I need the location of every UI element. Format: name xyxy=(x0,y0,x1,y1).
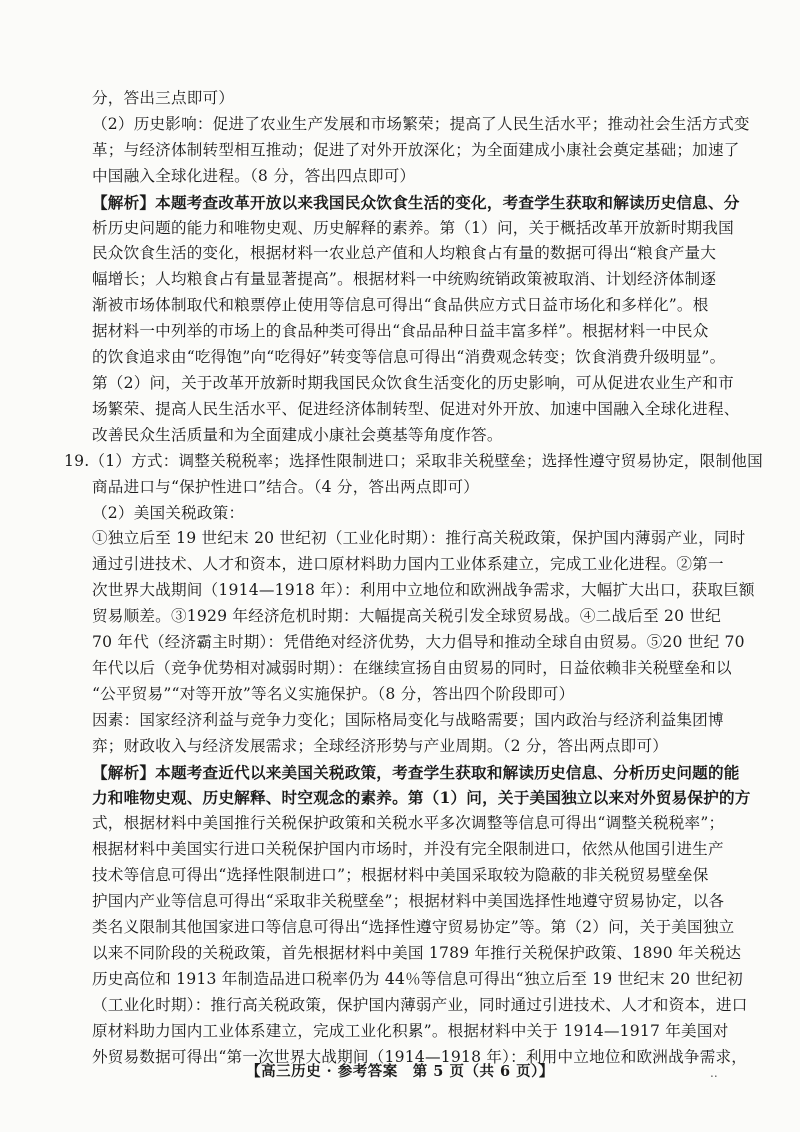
text-line: （工业化时期）：推行高关税政策，保护国内薄弱产业，同时通过引进技术、人才和资本，进口 xyxy=(92,995,748,1014)
text-line: 第（2）问，关于改革开放新时期我国民众饮食生活变化的历史影响，可从促进农业生产和市 xyxy=(92,373,734,392)
text-line: 原材料助力国内工业体系建立，完成工业化积累”。根据材料中关于 1914—1917 年美国对 xyxy=(92,1021,729,1040)
text-line: 技术等信息可得出“选择性限制进口”；根据材料中美国采取较为隐蔽的非关税贸易壁垒保 xyxy=(92,866,709,885)
text-line: 幅增长；人均粮食占有量显著提高”。根据材料一中统购统销政策被取消、计划经济体制逐 xyxy=(92,270,717,289)
text-line: 弈；财政收入与经济发展需求；全球经济形势与产业周期。（2 分，答出两点即可） xyxy=(92,736,669,755)
text-line: 的饮食追求由“吃得饱”向“吃得好”转变等信息可得出“消费观念转变；饮食消费升级明显”。 xyxy=(92,348,726,367)
corner-mark: .. xyxy=(710,1066,718,1080)
text-line: 通过引进技术、人才和资本，进口原材料助力国内工业体系建立，完成工业化进程。②第一 xyxy=(92,555,724,574)
text-line: “公平贸易”“对等开放”等名义实施保护。（8 分，答出四个阶段即可） xyxy=(92,684,575,703)
text-line: 70 年代（经济霸主时期）：凭借绝对经济优势，大力倡导和推动全球自由贸易。⑤20 世纪 70 xyxy=(92,633,745,652)
text-line: 外贸易数据可得出“第一次世界大战期间（1914—1918 年）：利用中立地位和欧洲战争需求， xyxy=(92,1047,748,1066)
text-line: ①独立后至 19 世纪末 20 世纪初（工业化时期）：推行高关税政策，保护国内薄弱产业，同时 xyxy=(92,529,746,548)
text-line: 场繁荣、提高人民生活水平、促进经济体制转型、促进对外开放、加速中国融入全球化进程、 xyxy=(92,399,740,418)
text-line: 年代以后（竞争优势相对减弱时期）：在继续宣扬自由贸易的同时，日益依赖非关税壁垒和以 xyxy=(92,658,732,677)
text-line: 析历史问题的能力和唯物史观、历史解释的素养。第（1）问，关于概括改革开放新时期我国 xyxy=(92,218,734,237)
text-line: （2）美国关税政策： xyxy=(92,503,245,522)
analysis-heading-line: 【解析】本题考查近代以来美国关税政策，考查学生获取和解读历史信息、分析历史问题的能 xyxy=(92,762,740,782)
text-line: 商品进口与“保护性进口”结合。（4 分，答出两点即可） xyxy=(92,477,480,496)
text-line: 式，根据材料中美国推行关税保护政策和关税水平多次调整等信息可得出“调整关税税率”； xyxy=(92,814,725,833)
text-line: 中国融入全球化进程。（8 分，答出四点即可） xyxy=(92,166,416,185)
question-19-line: 19.（1）方式：调整关税税率；选择性限制进口；采取非关税壁垒；选择性遵守贸易协定，限制他国 xyxy=(64,451,763,470)
text-line: 护国内产业等信息可得出“采取非关税壁垒”；根据材料中美国选择性地遵守贸易协定，以各 xyxy=(92,892,725,911)
text-line: （2）历史影响：促进了农业生产发展和市场繁荣；提高了人民生活水平；推动社会生活方式变 xyxy=(92,114,750,133)
text-line: 贸易顺差。③1929 年经济危机时期：大幅提高关税引发全球贸易战。④二战后至 20 世纪 xyxy=(92,607,721,626)
page-footer: 【高三历史 · 参考答案 第 5 页（共 6 页）】 xyxy=(246,1063,554,1080)
text-line: 因素：国家经济利益与竞争力变化；国际格局变化与战略需要；国内政治与经济利益集团博 xyxy=(92,710,724,729)
analysis-heading-line: 【解析】本题考查改革开放以来我国民众饮食生活的变化，考查学生获取和解读历史信息、分 xyxy=(92,192,740,212)
text-line: 类名义限制其他国家进口等信息可得出“选择性遵守贸易协定”等。第（2）问，关于美国独立 xyxy=(92,918,735,936)
text-line: 根据材料中美国实行进口关税保护国内市场时，并没有完全限制进口，依然从他国引进生产 xyxy=(92,840,724,859)
text-line: 民众饮食生活的变化，根据材料一农业总产值和人均粮食占有量的数据可得出“粮食产量大 xyxy=(92,244,717,263)
text-line: 分，答出三点即可） xyxy=(92,89,235,107)
text-line: 历史高位和 1913 年制造品进口税率仍为 44％等信息可得出“独立后至 19 世纪末 20 世纪初 xyxy=(92,969,743,988)
text-line: 次世界大战期间（1914—1918 年）：利用中立地位和欧洲战争需求，大幅扩大出口，获取巨额 xyxy=(92,581,755,600)
text-line: 据材料一中列举的市场上的食品种类可得出“食品品种日益丰富多样”。根据材料一中民众 xyxy=(92,322,709,341)
text-line: 以来不同阶段的关税政策，首先根据材料中美国 1789 年推行关税保护政策、1890 年关税达 xyxy=(92,943,742,962)
text-line: 渐被市场体制取代和粮票停止使用等信息可得出“食品供应方式日益市场化和多样化”。根 xyxy=(92,296,709,315)
analysis-heading-line: 力和唯物史观、历史解释、时空观念的素养。第（1）问，关于美国独立以来对外贸易保护的方 xyxy=(92,788,751,808)
text-line: 改善民众生活质量和为全面建成小康社会奠基等角度作答。 xyxy=(92,425,503,444)
text-line: 革；与经济体制转型相互推动；促进了对外开放深化；为全面建成小康社会奠定基础；加速了 xyxy=(92,140,740,159)
